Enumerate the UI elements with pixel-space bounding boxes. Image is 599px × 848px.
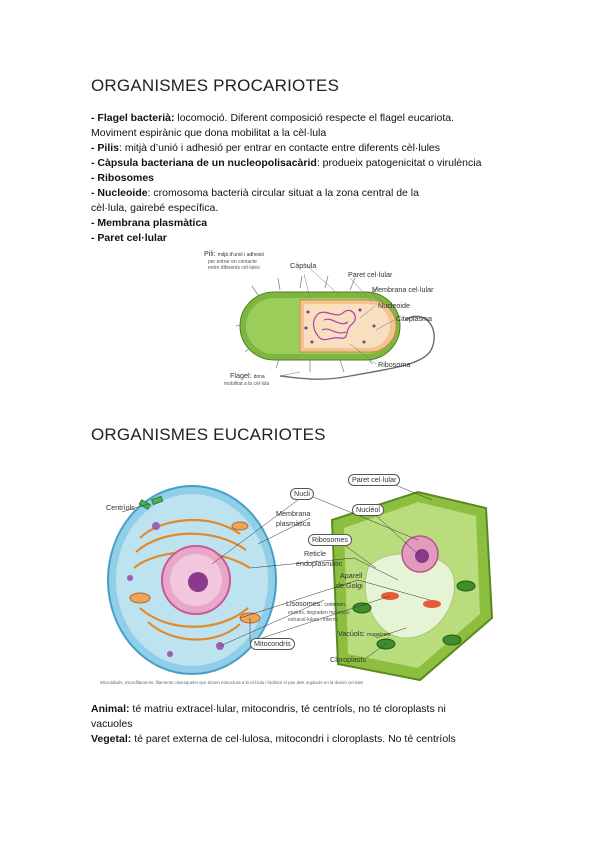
item-text: locomoció. Diferent composició respecte el flagel eucariota.	[174, 112, 455, 124]
list-item	[91, 141, 511, 156]
label-pili-desc: per entrar en contacte	[208, 259, 257, 265]
comparison-text	[91, 702, 511, 747]
vegetal-label: Vegetal:	[91, 733, 132, 745]
animal-text: té matriu extracel·lular, mitocondris, té centríols, no té cloroplasts ni	[129, 703, 446, 715]
label-mitocondris: Mitocondris	[250, 638, 295, 650]
label-membrana: Membrana	[276, 509, 311, 518]
label-lisosomes: Lisosomes: contenen	[286, 599, 345, 608]
animal-line	[91, 702, 511, 717]
list-item	[91, 201, 511, 216]
item-text: : mitjà d’unió i adhesió per entrar en contacte entre diferents cèl·lules	[119, 142, 441, 154]
animal-line-2: vacuoles	[91, 718, 133, 730]
list-item	[91, 231, 511, 246]
label-centriols: Centrìols	[106, 503, 135, 512]
prokaryote-diagram	[200, 248, 450, 390]
item-term: - Paret cel·lular	[91, 232, 167, 244]
label-aparell-2: de Golgi	[336, 581, 363, 590]
item-text: Moviment espirànic que dona mobilitat a la cèl·lula	[91, 127, 327, 139]
label-capsula: Càpsula	[290, 261, 317, 270]
item-text: cèl·lula, gairebé específica.	[91, 202, 219, 214]
label-lisosomes-desc: extracel·lulars i interns	[288, 617, 339, 623]
label-aparell: Aparell	[340, 571, 363, 580]
item-term: - Càpsula bacteriana de un nucleopolisacàrid	[91, 157, 317, 169]
label-flagel-desc: mobilitat a la cèl·lula	[224, 381, 270, 387]
label-reticle: Reticle	[304, 549, 326, 558]
label-pili-desc: entre diferents cèl·lules	[208, 265, 260, 271]
label-vacuols: Vacúols: magatzem	[338, 629, 391, 638]
label-ribosoma: Ribosoma	[378, 360, 411, 369]
eukaryote-diagram	[100, 468, 495, 690]
label-membrana-2: plasmàtica	[276, 519, 311, 528]
label-lisosomes-desc: enzims, degraden materials	[288, 610, 350, 616]
list-item	[91, 126, 511, 141]
item-term: - Pilis	[91, 142, 120, 154]
item-text: : cromosoma bacterià circular situat a la zona central de la	[147, 187, 419, 199]
label-citoplasma: Citoplasma	[396, 314, 432, 323]
label-paret: Paret cel·lular	[348, 474, 400, 486]
section-title-procariotes: ORGANISMES PROCARIOTES	[91, 76, 340, 95]
label-ribosomes: Ribosomes	[308, 534, 352, 546]
label-flagel: Flagel: dona	[230, 371, 265, 380]
list-item	[91, 216, 511, 231]
label-paret: Paret cel·lular	[348, 270, 393, 279]
vegetal-line	[91, 732, 511, 747]
item-term: - Nucleoide	[91, 187, 148, 199]
procariotes-list	[91, 111, 511, 246]
list-item	[91, 186, 511, 201]
label-nucleoide: Nucleoide	[378, 301, 410, 310]
label-nucli: Nucli	[290, 488, 314, 500]
label-membrana: Membrana cel·lular	[372, 285, 434, 294]
item-text: : produeix patogenicitat o virulència	[316, 157, 482, 169]
list-item	[91, 156, 511, 171]
figure-caption: Microtúbuls, microfilaments: filaments citoesquelet que donen estructura a la cèl·lula i faciliten el pas dels orgànuls en la divisió cel·lular	[100, 680, 364, 685]
vegetal-text: té paret externa de cel·lulosa, mitocondri i cloroplasts. No té centríols	[131, 733, 456, 745]
section-title-eucariotes: ORGANISMES EUCARIOTES	[91, 425, 326, 444]
animal-label: Animal:	[91, 703, 130, 715]
item-term: - Flagel bacterià:	[91, 112, 175, 124]
label-pili: Pili: mitjà d'unió i adhesió	[204, 249, 265, 258]
label-nucleol: Nucléol	[352, 504, 384, 516]
label-reticle-2: endoplasmàtic	[296, 559, 343, 568]
cells-illustration	[100, 468, 495, 690]
item-term: - Membrana plasmàtica	[91, 217, 208, 229]
label-cloroplasts: Cloroplasts	[330, 655, 366, 664]
item-term: - Ribosomes	[91, 172, 155, 184]
list-item	[91, 111, 511, 126]
list-item	[91, 171, 511, 186]
